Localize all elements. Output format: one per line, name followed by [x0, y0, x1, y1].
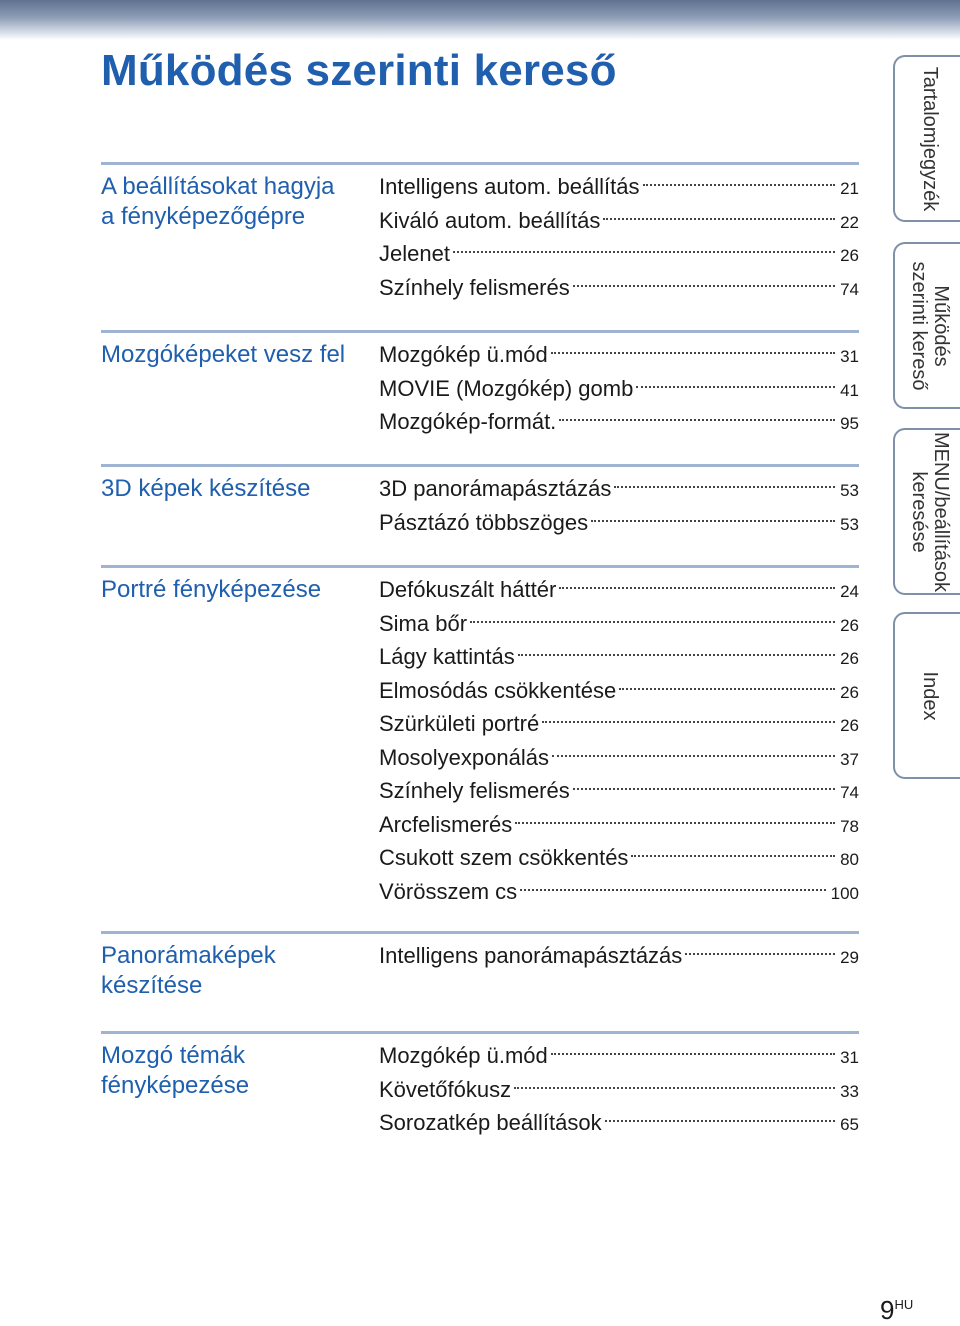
- section-heading: [101, 575, 371, 605]
- entry-page-number: 100: [830, 883, 859, 903]
- entry-label: Sorozatkép beállítások: [379, 1110, 602, 1135]
- section-heading-line: Mozgóképeket vesz fel: [101, 341, 346, 368]
- entry-label: Mosolyexponálás: [379, 744, 549, 770]
- entry-page-number: 26: [840, 649, 859, 668]
- tab-label-line: keresése: [908, 470, 930, 553]
- section-heading-line: készítése: [101, 972, 203, 999]
- dot-leader: [551, 1053, 835, 1055]
- section-heading-line: Portré fényképezése: [101, 576, 322, 603]
- dot-leader: [453, 251, 835, 253]
- entry-link[interactable]: [379, 1108, 859, 1142]
- entry-page-number: 80: [840, 850, 859, 869]
- section-heading: [101, 172, 371, 232]
- page-number-value: 9: [880, 1295, 895, 1325]
- entry-link[interactable]: [379, 676, 859, 710]
- entry-list: [379, 941, 859, 975]
- dot-leader: [559, 587, 835, 589]
- entry-label: Sima bőr: [379, 610, 468, 636]
- entry-list: [379, 340, 859, 441]
- entry-page-number: 74: [840, 783, 859, 802]
- section-divider: [101, 1031, 859, 1034]
- section-heading-line: a fényképezőgépre: [101, 203, 306, 230]
- entry-page-number: 26: [840, 716, 859, 735]
- entry-label: Elmosódás csökkentése: [379, 677, 617, 703]
- entry-label: Jelenet: [379, 241, 450, 266]
- entry-page-number: 31: [840, 1048, 859, 1067]
- entry-link[interactable]: [379, 1041, 859, 1075]
- tab-operation-search[interactable]: [893, 242, 960, 409]
- entry-page-number: 53: [840, 514, 859, 534]
- dot-leader: [591, 520, 835, 522]
- entry-link[interactable]: [379, 642, 859, 676]
- section-divider: [101, 330, 859, 333]
- entry-page-number: 53: [840, 481, 859, 500]
- section-heading-line: Panorámaképek: [101, 942, 276, 969]
- entry-link[interactable]: [379, 843, 859, 877]
- dot-leader: [619, 688, 835, 690]
- section-heading-line: fényképezése: [101, 1072, 250, 1099]
- tab-menu-settings-search[interactable]: [893, 428, 960, 595]
- entry-page-number: 22: [840, 212, 859, 232]
- entry-label: Színhely felismerés: [379, 274, 570, 300]
- entry-link[interactable]: [379, 1075, 859, 1109]
- entry-page-number: 33: [840, 1081, 859, 1101]
- tab-label-line: Index: [919, 671, 941, 720]
- dot-leader: [520, 889, 825, 891]
- section-divider: [101, 464, 859, 467]
- dot-leader: [573, 788, 835, 790]
- entry-page-number: 26: [840, 615, 859, 635]
- entry-label: Defókuszált háttér: [379, 577, 557, 602]
- entry-page-number: 26: [840, 246, 859, 265]
- entry-link[interactable]: [379, 172, 859, 206]
- entry-link[interactable]: [379, 776, 859, 810]
- tab-label-line: Tartalomjegyzék: [919, 66, 941, 211]
- entry-page-number: 74: [840, 279, 859, 299]
- section-divider: [101, 565, 859, 568]
- section-heading: [101, 941, 371, 1001]
- tab-label-line: MENU/beállítások: [930, 431, 952, 592]
- entry-link[interactable]: [379, 407, 859, 441]
- section-divider: [101, 931, 859, 934]
- dot-leader: [573, 285, 835, 287]
- entry-link[interactable]: [379, 374, 859, 408]
- entry-link[interactable]: [379, 340, 859, 374]
- entry-page-number: 65: [840, 1115, 859, 1134]
- entry-page-number: 95: [840, 414, 859, 433]
- section-heading-line: Mozgó témák: [101, 1042, 246, 1069]
- entry-label: Szürkületi portré: [379, 711, 540, 736]
- entry-page-number: 31: [840, 347, 859, 366]
- entry-link[interactable]: [379, 273, 859, 307]
- entry-list: [379, 575, 859, 910]
- entry-list: [379, 1041, 859, 1142]
- entry-link[interactable]: [379, 877, 859, 911]
- tab-label: [919, 66, 941, 211]
- page-number: [880, 1295, 913, 1326]
- entry-page-number: 24: [840, 582, 859, 601]
- entry-label: Vörösszem cs: [379, 878, 518, 904]
- entry-link[interactable]: [379, 206, 859, 240]
- entry-label: Mozgókép ü.mód: [379, 342, 548, 367]
- entry-label: Intelligens autom. beállítás: [379, 174, 640, 199]
- entry-link[interactable]: [379, 941, 859, 975]
- entry-list: [379, 474, 859, 541]
- entry-label: Pásztázó többszöges: [379, 509, 589, 535]
- entry-label: 3D panorámapásztázás: [379, 476, 612, 501]
- tab-label-line: szerinti kereső: [908, 261, 930, 390]
- dot-leader: [559, 419, 835, 421]
- entry-page-number: 26: [840, 682, 859, 702]
- entry-link[interactable]: [379, 508, 859, 542]
- page-number-suffix: HU: [894, 1297, 914, 1312]
- entry-page-number: 29: [840, 948, 859, 967]
- dot-leader: [470, 621, 835, 623]
- entry-label: Kiváló autom. beállítás: [379, 207, 601, 233]
- dot-leader: [614, 486, 835, 488]
- entry-page-number: 21: [840, 179, 859, 198]
- page-title: Működés szerinti kereső: [101, 46, 617, 95]
- entry-link[interactable]: [379, 743, 859, 777]
- dot-leader: [552, 755, 835, 757]
- entry-label: Lágy kattintás: [379, 644, 515, 669]
- entry-list: [379, 172, 859, 306]
- dot-leader: [542, 721, 835, 723]
- entry-label: Színhely felismerés: [379, 778, 570, 803]
- dot-leader: [514, 1087, 835, 1089]
- entry-label: Arcfelismerés: [379, 811, 513, 837]
- entry-link[interactable]: [379, 810, 859, 844]
- entry-label: Intelligens panorámapásztázás: [379, 943, 683, 968]
- entry-label: Követőfókusz: [379, 1076, 512, 1102]
- tab-table-of-contents[interactable]: [893, 55, 960, 222]
- entry-link[interactable]: [379, 474, 859, 508]
- tab-label: [908, 431, 952, 591]
- entry-label: Mozgókép-formát.: [379, 409, 557, 434]
- section-heading: [101, 340, 371, 370]
- section-heading-line: A beállításokat hagyja: [101, 173, 335, 200]
- dot-leader: [636, 386, 835, 388]
- section-heading: [101, 474, 371, 504]
- entry-link[interactable]: [379, 239, 859, 273]
- entry-link[interactable]: [379, 575, 859, 609]
- tab-index[interactable]: [893, 612, 960, 779]
- dot-leader: [551, 352, 835, 354]
- dot-leader: [515, 822, 835, 824]
- dot-leader: [605, 1120, 836, 1122]
- entry-label: Mozgókép ü.mód: [379, 1043, 548, 1068]
- entry-page-number: 37: [840, 749, 859, 769]
- tab-label: [908, 261, 952, 390]
- entry-page-number: 78: [840, 816, 859, 836]
- tab-label: [919, 671, 941, 720]
- tab-label-line: Működés: [930, 284, 952, 367]
- section-divider: [101, 162, 859, 165]
- entry-label: MOVIE (Mozgókép) gomb: [379, 375, 634, 401]
- dot-leader: [518, 654, 835, 656]
- dot-leader: [631, 855, 835, 857]
- top-gradient-bar: [0, 0, 960, 40]
- entry-page-number: 41: [840, 380, 859, 400]
- dot-leader: [685, 953, 835, 955]
- section-heading-line: 3D képek készítése: [101, 475, 311, 502]
- dot-leader: [643, 184, 836, 186]
- dot-leader: [603, 218, 835, 220]
- entry-link[interactable]: [379, 709, 859, 743]
- entry-link[interactable]: [379, 609, 859, 643]
- section-heading: [101, 1041, 371, 1101]
- entry-label: Csukott szem csökkentés: [379, 845, 629, 870]
